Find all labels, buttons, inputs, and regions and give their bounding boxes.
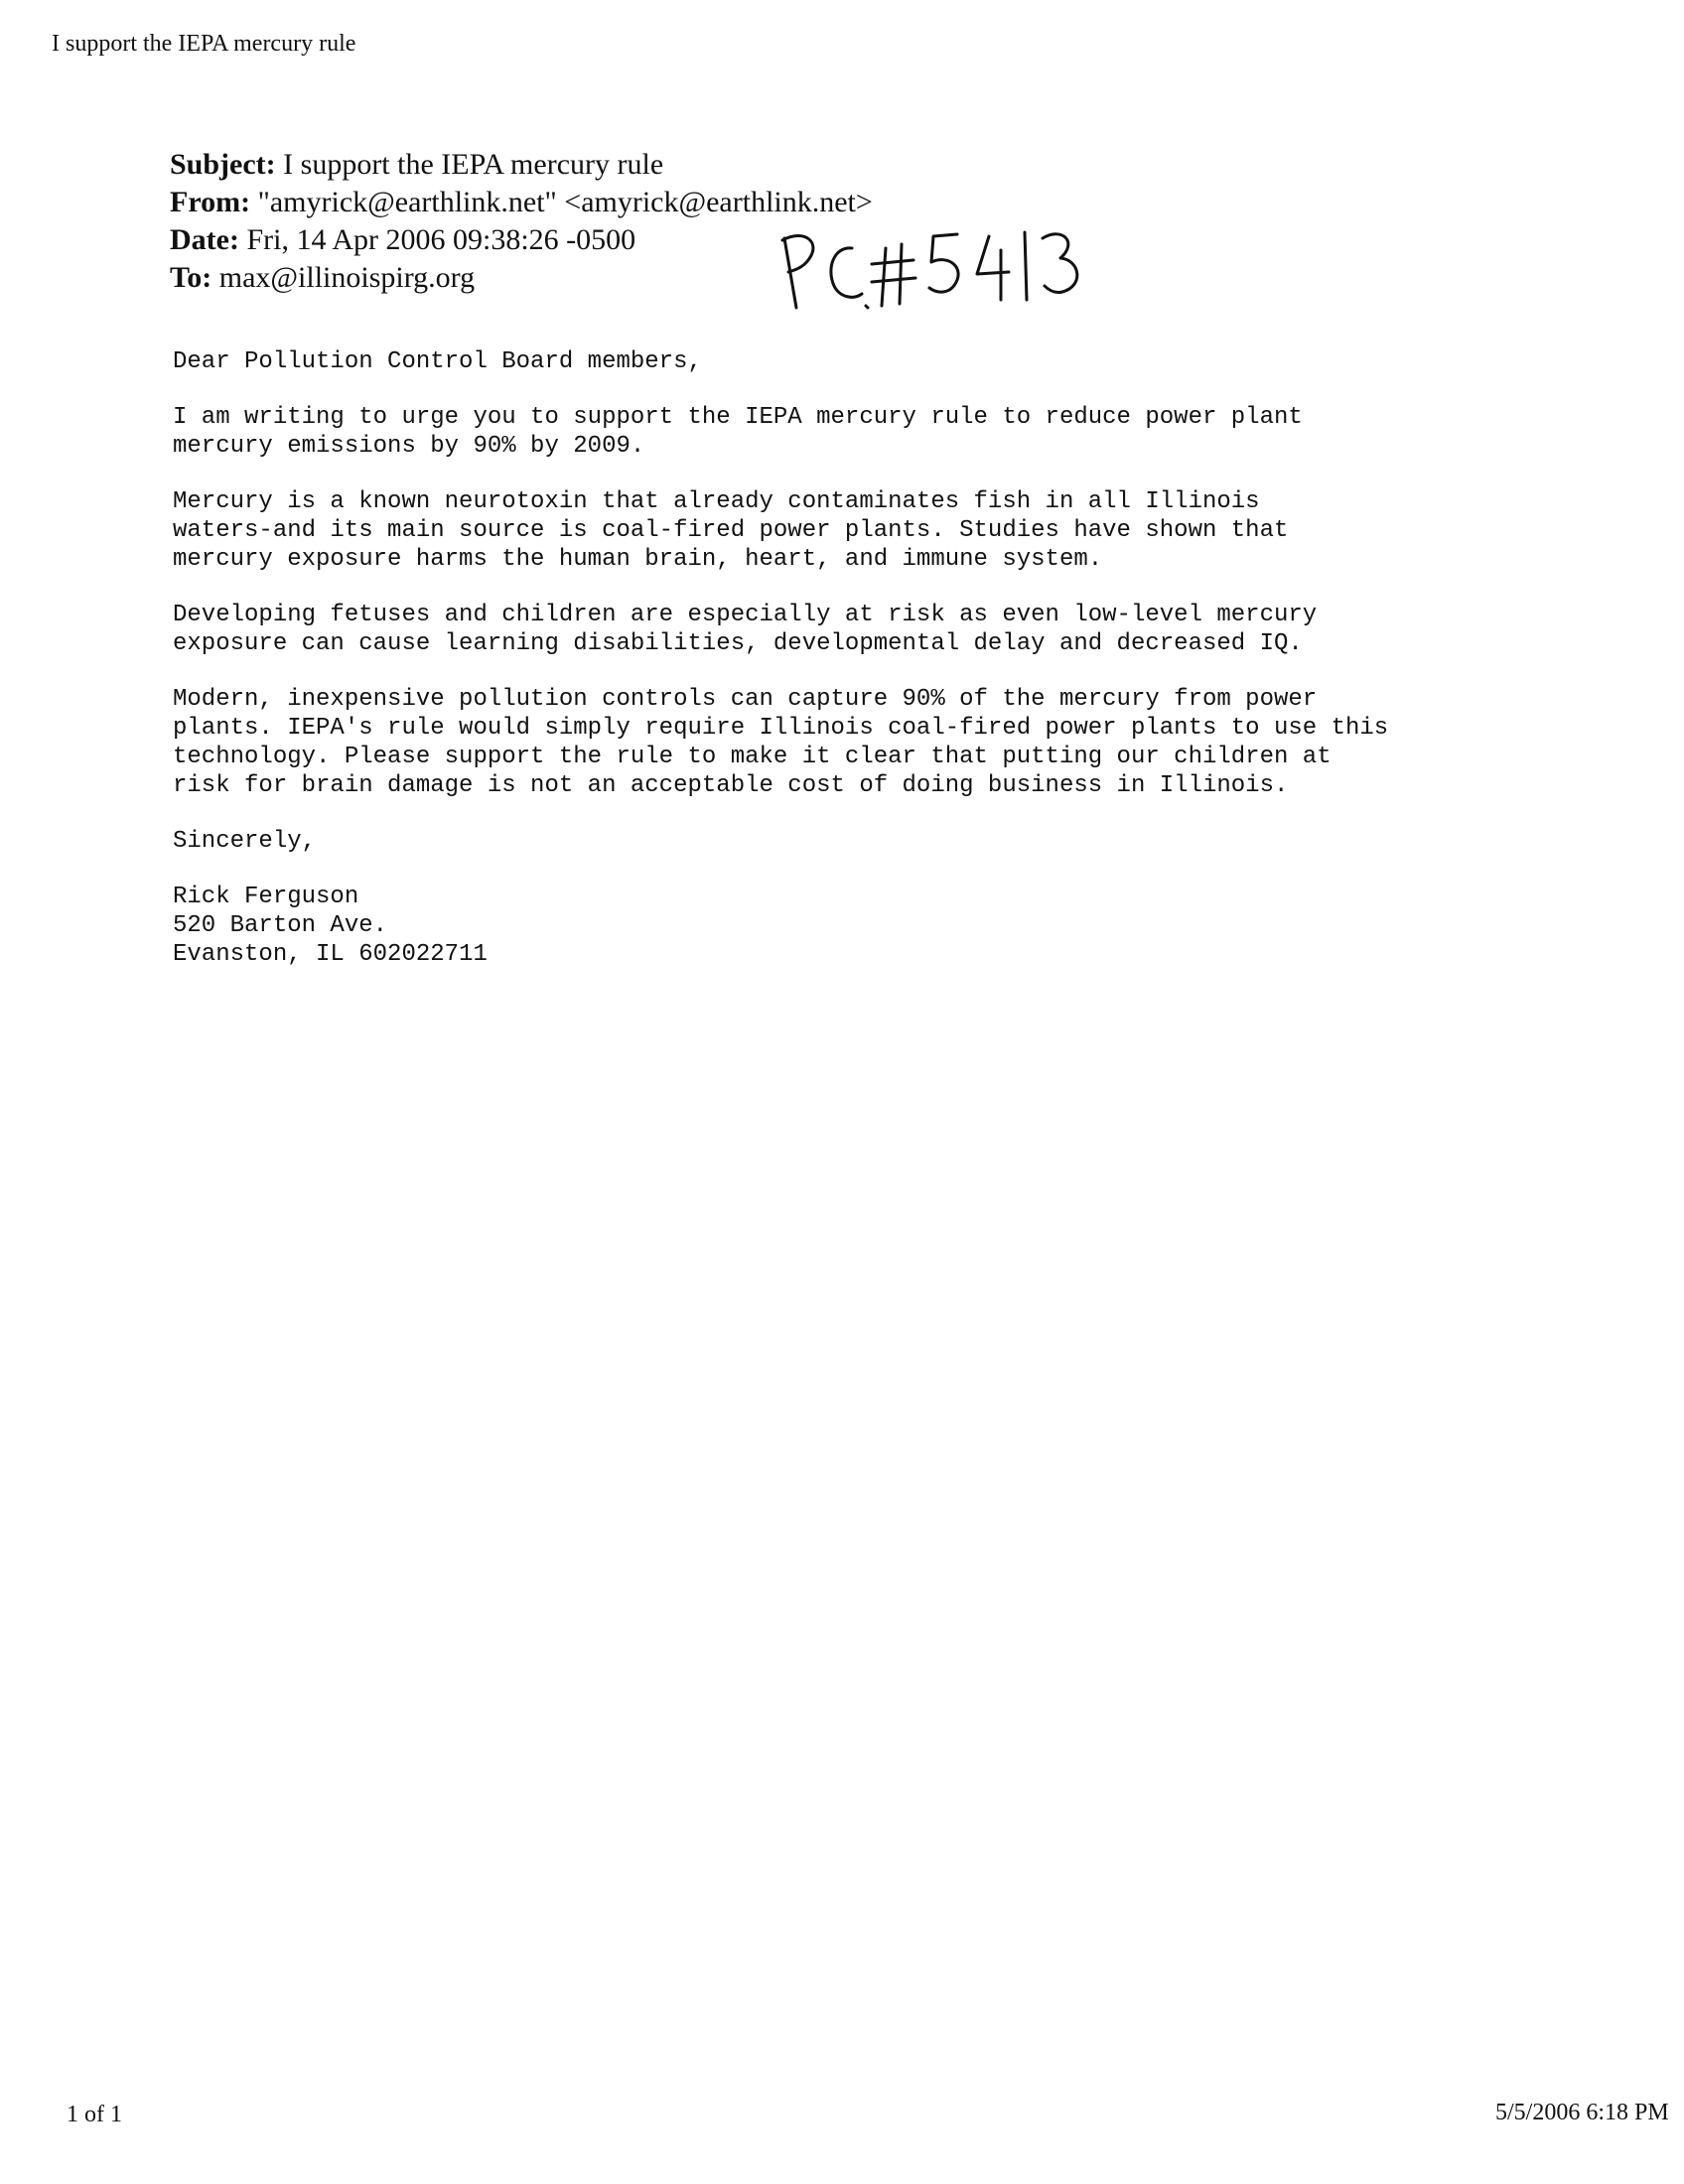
subject-value: I support the IEPA mercury rule — [283, 148, 664, 181]
body-paragraph: Modern, inexpensive pollution controls can capture 90% of the mercury from power plants. IEPA's rule would simply require Illinois coal-fired power plants to use this technology. Please support the rule to make it clear that putting our children at risk for brain damage is not an acceptable cost of doing business in Illinois. — [173, 686, 1389, 799]
to-label: To: — [170, 261, 212, 294]
date-value: Fri, 14 Apr 2006 09:38:26 -0500 — [246, 223, 636, 256]
subject-row — [170, 146, 873, 184]
date-label: Date: — [170, 223, 239, 256]
from-row — [170, 184, 873, 221]
subject-label: Subject: — [170, 148, 276, 181]
body-paragraph: I am writing to urge you to support the IEPA mercury rule to reduce power plant mercury emissions by 90% by 2009. — [173, 404, 1303, 460]
signature-name: Rick Ferguson — [173, 884, 359, 910]
to-row — [170, 259, 873, 297]
body-paragraph: Developing fetuses and children are especially at risk as even low-level mercury exposure can cause learning disabilities, developmental delay and decreased IQ. — [173, 602, 1318, 657]
signature-address-line2: Evanston, IL 602022711 — [173, 941, 488, 968]
print-timestamp: 5/5/2006 6:18 PM — [1495, 2100, 1669, 2125]
page-header-title: I support the IEPA mercury rule — [52, 31, 356, 57]
to-value: max@illinoispirg.org — [218, 261, 476, 294]
email-header-block — [170, 146, 873, 297]
handwritten-pc-number-drawing — [774, 220, 1092, 320]
closing: Sincerely, — [173, 828, 317, 855]
date-row — [170, 221, 873, 259]
signature-address-line1: 520 Barton Ave. — [173, 912, 388, 939]
signature-block — [173, 883, 1642, 969]
from-label: From: — [170, 186, 251, 218]
from-value: "amyrick@earthlink.net" <amyrick@earthlink.net> — [257, 186, 873, 218]
body-paragraph: Mercury is a known neurotoxin that already contaminates fish in all Illinois waters-and its main source is coal-fired power plants. Studies have shown that mercury exposure harms the human brain, heart, and immune system. — [173, 488, 1289, 573]
letter-body — [173, 347, 1642, 969]
page-count: 1 of 1 — [67, 2102, 122, 2127]
salutation: Dear Pollution Control Board members, — [173, 348, 702, 375]
handwritten-pc-number — [774, 220, 1092, 320]
